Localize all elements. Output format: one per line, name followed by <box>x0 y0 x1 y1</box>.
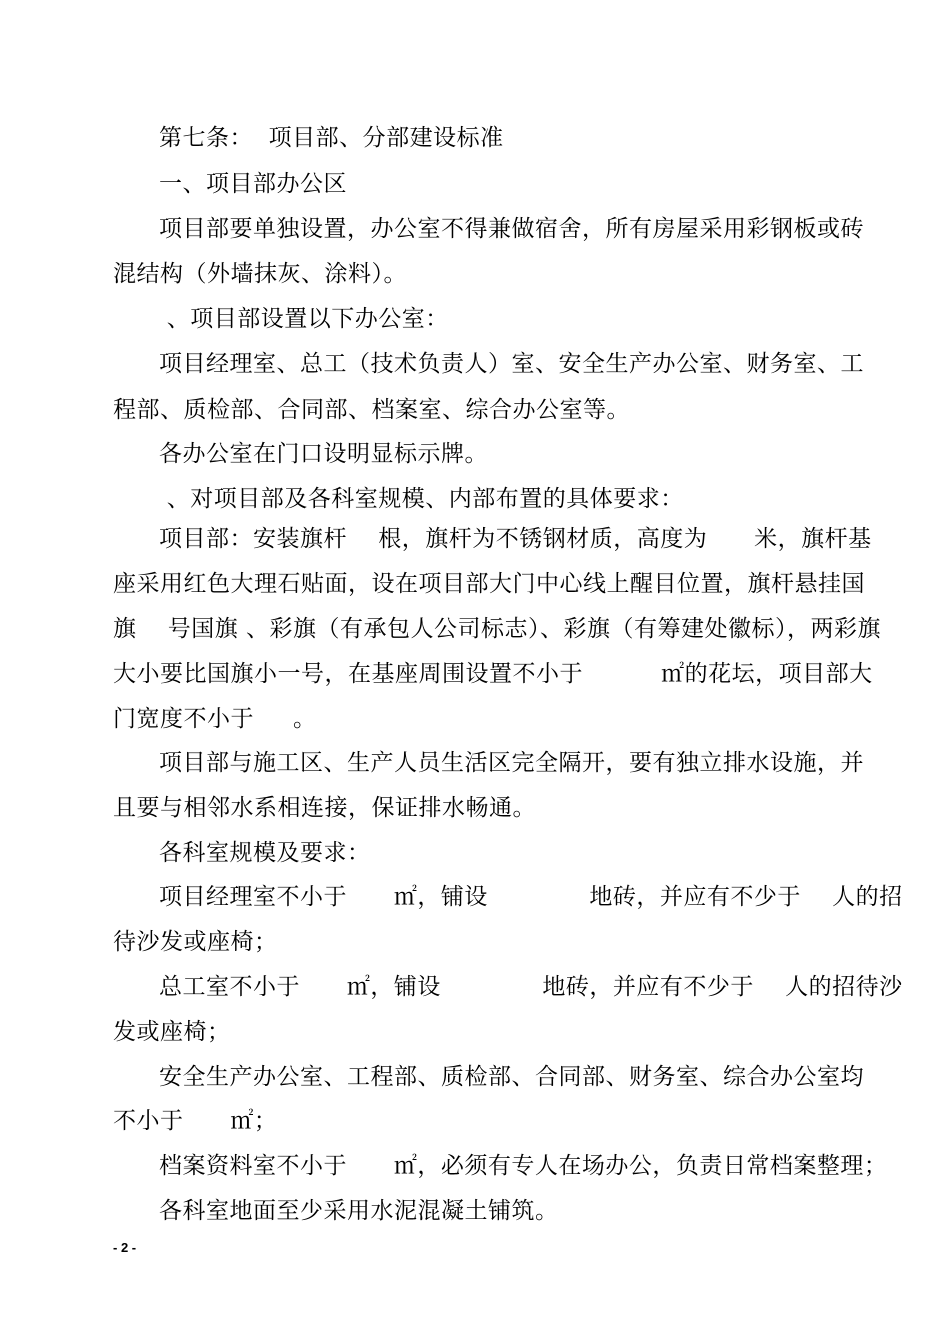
paragraph-line: 混结构（外墙抹灰、涂料）。 <box>113 261 407 287</box>
paragraph-line: 程部、质检部、合同部、档案室、综合办公室等。 <box>113 397 630 423</box>
section-heading: 一、项目部办公区 <box>159 171 347 197</box>
page-number: - 2 - <box>113 1240 137 1255</box>
paragraph-line: 项目部：安装旗杆 根，旗杆为不锈钢材质，高度为 米，旗杆基 <box>159 526 872 552</box>
paragraph-line: 大小要比国旗小一号，在基座周围设置不小于 ㎡的花坛，项目部大 <box>113 661 873 687</box>
subsection-heading: 、项目部设置以下办公室： <box>159 306 449 332</box>
paragraph-line: 待沙发或座椅； <box>113 929 278 955</box>
paragraph-line: 各办公室在门口设明显标示牌。 <box>159 441 488 467</box>
paragraph-line: 档案资料室不小于 ㎡，必须有专人在场办公，负责日常档案整理； <box>159 1153 888 1179</box>
paragraph-line: 项目部与施工区、生产人员生活区完全隔开，要有独立排水设施，并 <box>159 750 864 776</box>
paragraph-line: 门宽度不小于 。 <box>113 706 317 732</box>
paragraph-line: 旗 号国旗 、彩旗（有承包人公司标志）、彩旗（有筹建处徽标），两彩旗 <box>113 616 882 642</box>
paragraph-line: 项目部要单独设置，办公室不得兼做宿舍，所有房屋采用彩钢板或砖 <box>159 216 864 242</box>
paragraph-line: 项目经理室、总工（技术负责人）室、安全生产办公室、财务室、工 <box>159 351 864 377</box>
paragraph-line: 项目经理室不小于 ㎡，铺设 地砖，并应有不少于 人的招 <box>159 884 903 910</box>
article-heading: 第七条： 项目部、分部建设标准 <box>159 125 504 151</box>
paragraph-line: 总工室不小于 ㎡，铺设 地砖，并应有不少于 人的招待沙 <box>159 974 903 1000</box>
subsection-heading: 、对项目部及各科室规模、内部布置的具体要求： <box>159 486 684 512</box>
paragraph-line: 安全生产办公室、工程部、质检部、合同部、财务室、综合办公室均 <box>159 1064 864 1090</box>
paragraph-line: 且要与相邻水系相连接，保证排水畅通。 <box>113 795 536 821</box>
paragraph-line: 各科室规模及要求： <box>159 840 371 866</box>
paragraph-line: 座采用红色大理石贴面，设在项目部大门中心线上醒目位置，旗杆悬挂国 <box>113 571 865 597</box>
paragraph-line: 各科室地面至少采用水泥混凝土铺筑。 <box>159 1198 559 1224</box>
paragraph-line: 发或座椅； <box>113 1019 231 1045</box>
paragraph-line: 不小于 ㎡； <box>113 1108 278 1134</box>
